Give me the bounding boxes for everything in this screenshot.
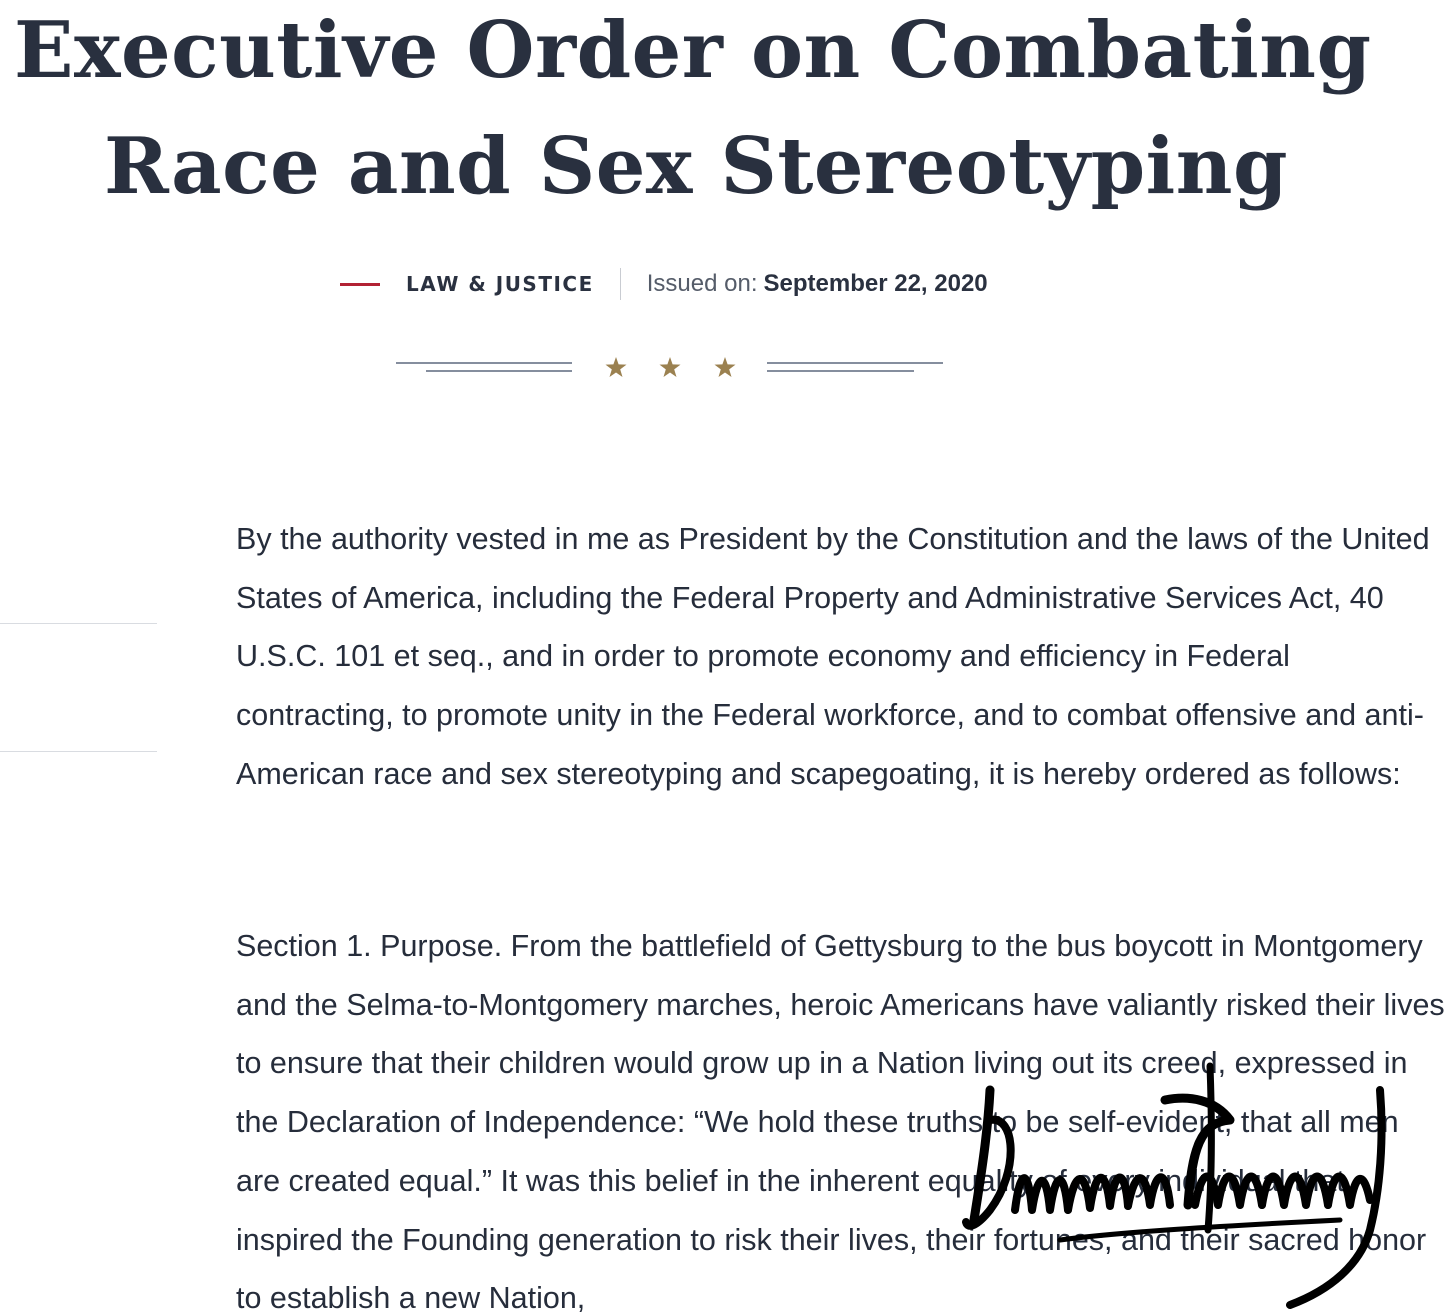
sidebar-rule-top: [0, 623, 157, 624]
star-icon: [715, 357, 736, 377]
star-divider: [394, 352, 946, 386]
sidebar-rule-bottom: [0, 751, 157, 752]
issued-date: September 22, 2020: [763, 270, 988, 297]
issued-label: Issued on:: [646, 270, 758, 297]
accent-dash: [340, 283, 380, 286]
star-icon: [660, 357, 681, 377]
star-icon: [606, 357, 627, 377]
body-paragraph-section-1: Section 1. Purpose. From the battlefield of Gettysburg to the bus boycott in Montgomery and the Selma-to-Montgomery marches, heroic Americans have valiantly risked their lives to ensure that their children would grow up in a Nation living out its creed, expressed in the Declaration of Independence: “We hold these truths to be self-evident, that all men are created equal.” It was this belief in the inherent equality of every individual that inspired the Founding generation to risk their lives, their fortunes, and their sacred honor to establish a new Nation,: [236, 929, 1445, 1315]
meta-separator: [620, 268, 621, 300]
body-paragraph-preamble: By the authority vested in me as President by the Constitution and the laws of the United States of America, including the Federal Property and Administrative Services Act, 40 U.S.C. 101 et seq., and in order to promote economy and efficiency in Federal contracting, to promote unity in the Federal workforce, and to combat offensive and anti-American race and sex stereotyping and scapegoating, it is hereby ordered as follows:: [236, 522, 1430, 791]
page-title-line-2: Race and Sex Stereotyping: [104, 121, 1288, 212]
page-title-line-1: Executive Order on Combating: [14, 5, 1372, 96]
category-link[interactable]: LAW & JUSTICE: [406, 272, 594, 296]
article-meta: [340, 264, 988, 304]
